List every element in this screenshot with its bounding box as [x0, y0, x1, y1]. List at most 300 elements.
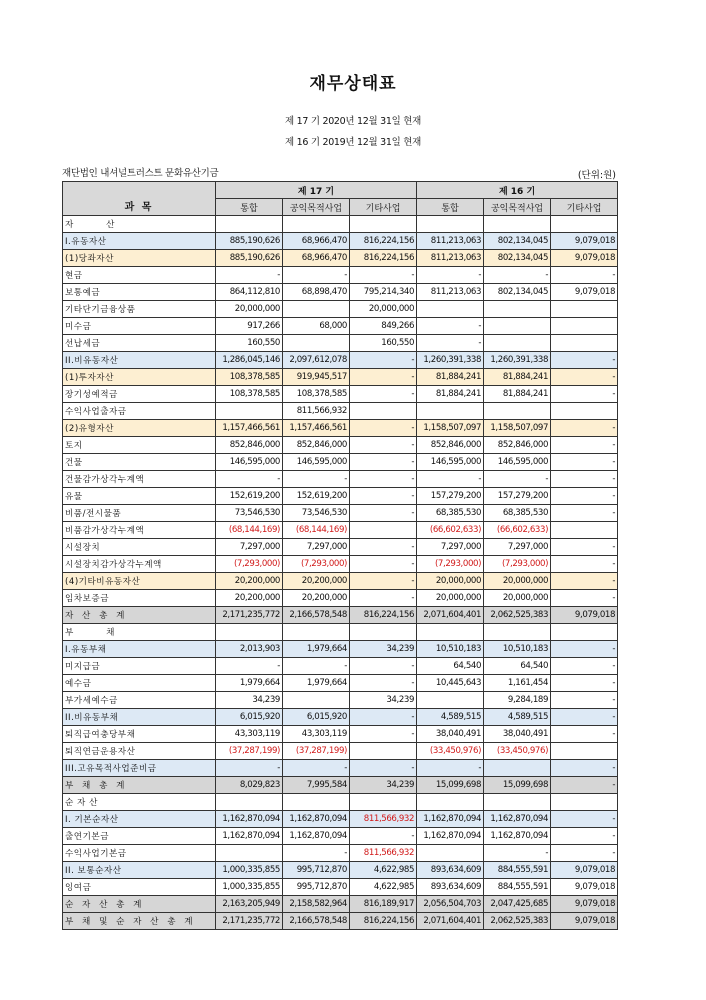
table-row: [63, 879, 618, 896]
amount-cell: 34,239: [350, 692, 417, 709]
amount-cell: 7,297,000: [283, 539, 350, 556]
amount-cell: 146,595,000: [216, 454, 283, 471]
account-label: 미지급금: [63, 658, 216, 675]
amount-cell: [484, 216, 551, 233]
amount-cell: (66,602,633): [484, 522, 551, 539]
amount-cell: 1,161,454: [484, 675, 551, 692]
account-label: 부 채: [63, 624, 216, 641]
table-row: [63, 284, 618, 301]
amount-cell: (7,293,000): [283, 556, 350, 573]
amount-cell: [484, 794, 551, 811]
amount-cell: -: [417, 335, 484, 352]
table-row: [63, 556, 618, 573]
amount-cell: -: [551, 386, 618, 403]
amount-cell: 2,062,525,383: [484, 913, 551, 930]
amount-cell: -: [551, 454, 618, 471]
amount-cell: [283, 301, 350, 318]
amount-cell: [551, 301, 618, 318]
amount-cell: -: [417, 318, 484, 335]
account-label: 토지: [63, 437, 216, 454]
period-previous: 제 16 기 2019년 12월 31일 현재: [285, 137, 421, 148]
amount-cell: -: [551, 692, 618, 709]
amount-cell: 1,157,466,561: [216, 420, 283, 437]
amount-cell: 1,162,870,094: [484, 811, 551, 828]
amount-cell: -: [350, 454, 417, 471]
table-row: [63, 505, 618, 522]
amount-cell: 81,884,241: [417, 386, 484, 403]
amount-cell: 64,540: [417, 658, 484, 675]
amount-cell: -: [350, 658, 417, 675]
account-label: I. 기본순자산: [63, 811, 216, 828]
account-label: 부 채 및 순 자 산 총 계: [63, 913, 216, 930]
amount-cell: [350, 522, 417, 539]
amount-cell: 811,213,063: [417, 233, 484, 250]
amount-cell: 9,079,018: [551, 250, 618, 267]
amount-cell: (66,602,633): [417, 522, 484, 539]
amount-cell: [551, 318, 618, 335]
amount-cell: 20,200,000: [216, 573, 283, 590]
amount-cell: -: [551, 505, 618, 522]
amount-cell: 1,000,335,855: [216, 879, 283, 896]
amount-cell: 2,047,425,685: [484, 896, 551, 913]
amount-cell: 1,979,664: [216, 675, 283, 692]
amount-cell: 9,079,018: [551, 913, 618, 930]
account-label: 수익사업출자금: [63, 403, 216, 420]
account-label: 수익사업기본금: [63, 845, 216, 862]
amount-cell: -: [350, 488, 417, 505]
amount-cell: 884,555,591: [484, 879, 551, 896]
section-row: [63, 216, 618, 233]
account-label: 부가세예수금: [63, 692, 216, 709]
amount-cell: 1,979,664: [283, 641, 350, 658]
amount-cell: -: [350, 420, 417, 437]
amount-cell: -: [350, 267, 417, 284]
amount-cell: (7,293,000): [417, 556, 484, 573]
amount-cell: 811,213,063: [417, 284, 484, 301]
amount-cell: 2,166,578,548: [283, 913, 350, 930]
amount-cell: -: [551, 726, 618, 743]
table-row: [63, 743, 618, 760]
amount-cell: 68,385,530: [417, 505, 484, 522]
header-period-16: 제 16 기: [417, 182, 618, 199]
account-label: 장기성예적금: [63, 386, 216, 403]
amount-cell: [216, 216, 283, 233]
amount-cell: 10,510,183: [417, 641, 484, 658]
account-label: 건물: [63, 454, 216, 471]
amount-cell: 68,385,530: [484, 505, 551, 522]
amount-cell: 1,162,870,094: [216, 811, 283, 828]
amount-cell: -: [350, 505, 417, 522]
amount-cell: -: [551, 811, 618, 828]
section-row: [63, 794, 618, 811]
account-label: 순 자 산 총 계: [63, 896, 216, 913]
amount-cell: 893,634,609: [417, 879, 484, 896]
amount-cell: -: [216, 267, 283, 284]
amount-cell: 816,224,156: [350, 233, 417, 250]
amount-cell: [283, 692, 350, 709]
table-row: [63, 301, 618, 318]
amount-cell: 6,015,920: [216, 709, 283, 726]
amount-cell: (7,293,000): [216, 556, 283, 573]
amount-cell: 802,134,045: [484, 233, 551, 250]
amount-cell: 811,566,932: [350, 811, 417, 828]
amount-cell: 2,062,525,383: [484, 607, 551, 624]
amount-cell: [216, 624, 283, 641]
amount-cell: -: [551, 641, 618, 658]
amount-cell: 1,979,664: [283, 675, 350, 692]
amount-cell: 81,884,241: [417, 369, 484, 386]
amount-cell: [551, 216, 618, 233]
amount-cell: 2,071,604,401: [417, 913, 484, 930]
amount-cell: -: [551, 352, 618, 369]
amount-cell: 7,297,000: [417, 539, 484, 556]
table-row: [63, 658, 618, 675]
amount-cell: 885,190,626: [216, 250, 283, 267]
amount-cell: 108,378,585: [283, 386, 350, 403]
amount-cell: 10,510,183: [484, 641, 551, 658]
amount-cell: [417, 794, 484, 811]
total-row: [63, 607, 618, 624]
amount-cell: 4,589,515: [484, 709, 551, 726]
balance-sheet-table: [62, 181, 618, 930]
amount-cell: -: [350, 437, 417, 454]
amount-cell: 4,622,985: [350, 862, 417, 879]
amount-cell: 816,224,156: [350, 250, 417, 267]
amount-cell: 995,712,870: [283, 879, 350, 896]
amount-cell: 1,162,870,094: [283, 828, 350, 845]
amount-cell: 2,171,235,772: [216, 913, 283, 930]
amount-cell: 1,157,466,561: [283, 420, 350, 437]
organization-name: 재단법인 내셔널트러스트 문화유산기금: [62, 168, 219, 179]
amount-cell: [350, 403, 417, 420]
table-row: [63, 403, 618, 420]
amount-cell: -: [551, 573, 618, 590]
amount-cell: -: [551, 420, 618, 437]
amount-cell: [283, 794, 350, 811]
amount-cell: 9,079,018: [551, 862, 618, 879]
amount-cell: 20,000,000: [417, 590, 484, 607]
amount-cell: 2,166,578,548: [283, 607, 350, 624]
amount-cell: 15,099,698: [484, 777, 551, 794]
amount-cell: 1,158,507,097: [484, 420, 551, 437]
amount-cell: 9,079,018: [551, 607, 618, 624]
amount-cell: -: [216, 760, 283, 777]
amount-cell: 9,284,189: [484, 692, 551, 709]
amount-cell: [484, 335, 551, 352]
account-label: 자 산: [63, 216, 216, 233]
amount-cell: 20,000,000: [216, 301, 283, 318]
amount-cell: [484, 301, 551, 318]
amount-cell: -: [484, 845, 551, 862]
amount-cell: 68,966,470: [283, 233, 350, 250]
amount-cell: 9,079,018: [551, 284, 618, 301]
amount-cell: 1,158,507,097: [417, 420, 484, 437]
amount-cell: -: [350, 386, 417, 403]
amount-cell: 146,595,000: [417, 454, 484, 471]
amount-cell: -: [350, 828, 417, 845]
table-row: [63, 522, 618, 539]
amount-cell: 9,079,018: [551, 233, 618, 250]
header-col-other-16: 기타사업: [551, 199, 618, 216]
amount-cell: -: [551, 369, 618, 386]
amount-cell: 885,190,626: [216, 233, 283, 250]
amount-cell: 1,260,391,338: [484, 352, 551, 369]
table-row: [63, 760, 618, 777]
amount-cell: -: [551, 709, 618, 726]
total-row: [63, 913, 618, 930]
amount-cell: 20,000,000: [484, 573, 551, 590]
amount-cell: [484, 624, 551, 641]
amount-cell: 68,966,470: [283, 250, 350, 267]
amount-cell: [216, 794, 283, 811]
amount-cell: 919,945,517: [283, 369, 350, 386]
amount-cell: 6,015,920: [283, 709, 350, 726]
header-col-public-16: 공익목적사업: [484, 199, 551, 216]
amount-cell: 852,846,000: [283, 437, 350, 454]
amount-cell: 20,000,000: [417, 573, 484, 590]
table-row: [63, 471, 618, 488]
table-row: [63, 488, 618, 505]
amount-cell: 152,619,200: [216, 488, 283, 505]
amount-cell: 73,546,530: [283, 505, 350, 522]
table-row: [63, 369, 618, 386]
header-account: 과 목: [63, 182, 216, 216]
header-col-total-17: 통합: [216, 199, 283, 216]
amount-cell: 811,566,932: [350, 845, 417, 862]
amount-cell: 15,099,698: [417, 777, 484, 794]
account-label: 퇴직급여충당부채: [63, 726, 216, 743]
table-row: [63, 386, 618, 403]
account-label: I.유동자산: [63, 233, 216, 250]
amount-cell: 68,000: [283, 318, 350, 335]
total-row: [63, 777, 618, 794]
period-current: 제 17 기 2020년 12월 31일 현재: [285, 116, 421, 127]
amount-cell: [350, 743, 417, 760]
amount-cell: 811,213,063: [417, 250, 484, 267]
header-row-periods: [63, 182, 618, 199]
header-col-total-16: 통합: [417, 199, 484, 216]
account-label: 유물: [63, 488, 216, 505]
amount-cell: -: [283, 471, 350, 488]
amount-cell: 10,445,643: [417, 675, 484, 692]
table-row: [63, 862, 618, 879]
amount-cell: 864,112,810: [216, 284, 283, 301]
table-row: [63, 692, 618, 709]
amount-cell: 1,162,870,094: [484, 828, 551, 845]
table-row: [63, 335, 618, 352]
amount-cell: [350, 624, 417, 641]
amount-cell: 146,595,000: [283, 454, 350, 471]
amount-cell: 68,898,470: [283, 284, 350, 301]
amount-cell: 64,540: [484, 658, 551, 675]
amount-cell: -: [283, 760, 350, 777]
amount-cell: 1,162,870,094: [417, 828, 484, 845]
amount-cell: -: [551, 488, 618, 505]
amount-cell: -: [283, 845, 350, 862]
amount-cell: 108,378,585: [216, 386, 283, 403]
amount-cell: 995,712,870: [283, 862, 350, 879]
account-label: II. 보통순자산: [63, 862, 216, 879]
amount-cell: 20,000,000: [484, 590, 551, 607]
table-row: [63, 590, 618, 607]
table-row: [63, 709, 618, 726]
account-label: 임차보증금: [63, 590, 216, 607]
amount-cell: 43,303,119: [216, 726, 283, 743]
amount-cell: -: [551, 590, 618, 607]
amount-cell: 2,056,504,703: [417, 896, 484, 913]
amount-cell: -: [551, 777, 618, 794]
account-label: (2)유형자산: [63, 420, 216, 437]
table-row: [63, 437, 618, 454]
table-row: [63, 539, 618, 556]
amount-cell: -: [551, 437, 618, 454]
amount-cell: 802,134,045: [484, 250, 551, 267]
amount-cell: [283, 216, 350, 233]
amount-cell: -: [551, 845, 618, 862]
amount-cell: -: [350, 352, 417, 369]
account-label: 건물감가상각누계액: [63, 471, 216, 488]
amount-cell: 816,224,156: [350, 607, 417, 624]
account-label: (1)당좌자산: [63, 250, 216, 267]
amount-cell: [216, 845, 283, 862]
unit-label: (단위:원): [577, 170, 616, 181]
amount-cell: 38,040,491: [417, 726, 484, 743]
account-label: (1)투자자산: [63, 369, 216, 386]
amount-cell: 795,214,340: [350, 284, 417, 301]
amount-cell: 2,013,903: [216, 641, 283, 658]
amount-cell: 38,040,491: [484, 726, 551, 743]
amount-cell: 852,846,000: [216, 437, 283, 454]
amount-cell: 34,239: [350, 641, 417, 658]
amount-cell: 4,622,985: [350, 879, 417, 896]
amount-cell: [216, 403, 283, 420]
account-label: 출연기본금: [63, 828, 216, 845]
amount-cell: 2,071,604,401: [417, 607, 484, 624]
amount-cell: [551, 403, 618, 420]
amount-cell: [417, 624, 484, 641]
amount-cell: (37,287,199): [283, 743, 350, 760]
amount-cell: (68,144,169): [216, 522, 283, 539]
amount-cell: -: [350, 556, 417, 573]
amount-cell: [417, 301, 484, 318]
account-label: II.비유동부채: [63, 709, 216, 726]
section-row: [63, 624, 618, 641]
amount-cell: 917,266: [216, 318, 283, 335]
amount-cell: -: [350, 573, 417, 590]
amount-cell: 7,297,000: [484, 539, 551, 556]
amount-cell: [417, 216, 484, 233]
table-row: [63, 675, 618, 692]
amount-cell: -: [350, 471, 417, 488]
account-label: I.유동부채: [63, 641, 216, 658]
amount-cell: [484, 403, 551, 420]
amount-cell: [484, 760, 551, 777]
account-label: 잉여금: [63, 879, 216, 896]
table-row: [63, 250, 618, 267]
header-period-17: 제 17 기: [216, 182, 417, 199]
table-row: [63, 420, 618, 437]
account-label: 부 채 총 계: [63, 777, 216, 794]
table-row: [63, 233, 618, 250]
amount-cell: -: [484, 471, 551, 488]
amount-cell: [417, 845, 484, 862]
account-label: 미수금: [63, 318, 216, 335]
amount-cell: 160,550: [350, 335, 417, 352]
amount-cell: -: [350, 369, 417, 386]
amount-cell: -: [283, 658, 350, 675]
table-row: [63, 828, 618, 845]
amount-cell: [417, 692, 484, 709]
amount-cell: 81,884,241: [484, 386, 551, 403]
amount-cell: [350, 216, 417, 233]
amount-cell: 20,200,000: [283, 590, 350, 607]
account-label: 퇴직연금운용자산: [63, 743, 216, 760]
amount-cell: 7,297,000: [216, 539, 283, 556]
amount-cell: [417, 403, 484, 420]
amount-cell: 816,224,156: [350, 913, 417, 930]
amount-cell: [283, 624, 350, 641]
amount-cell: -: [551, 267, 618, 284]
amount-cell: 852,846,000: [484, 437, 551, 454]
amount-cell: -: [350, 760, 417, 777]
amount-cell: 73,546,530: [216, 505, 283, 522]
amount-cell: 852,846,000: [417, 437, 484, 454]
account-label: 시설장치: [63, 539, 216, 556]
amount-cell: [283, 335, 350, 352]
amount-cell: 1,286,045,146: [216, 352, 283, 369]
amount-cell: 20,000,000: [350, 301, 417, 318]
amount-cell: 157,279,200: [484, 488, 551, 505]
amount-cell: -: [417, 760, 484, 777]
amount-cell: 157,279,200: [417, 488, 484, 505]
amount-cell: -: [551, 760, 618, 777]
amount-cell: -: [417, 267, 484, 284]
amount-cell: 34,239: [216, 692, 283, 709]
table-row: [63, 318, 618, 335]
amount-cell: 811,566,932: [283, 403, 350, 420]
amount-cell: 2,158,582,964: [283, 896, 350, 913]
table-row: [63, 454, 618, 471]
amount-cell: [484, 318, 551, 335]
amount-cell: 1,162,870,094: [417, 811, 484, 828]
amount-cell: [551, 743, 618, 760]
amount-cell: [350, 794, 417, 811]
table-row: [63, 811, 618, 828]
account-label: 자 산 총 계: [63, 607, 216, 624]
table-row: [63, 573, 618, 590]
total-row: [63, 896, 618, 913]
amount-cell: -: [551, 675, 618, 692]
amount-cell: 2,163,205,949: [216, 896, 283, 913]
amount-cell: (7,293,000): [484, 556, 551, 573]
account-label: 비품/전시물품: [63, 505, 216, 522]
table-row: [63, 845, 618, 862]
account-label: 보통예금: [63, 284, 216, 301]
table-row: [63, 641, 618, 658]
amount-cell: 81,884,241: [484, 369, 551, 386]
amount-cell: (37,287,199): [216, 743, 283, 760]
amount-cell: 816,189,917: [350, 896, 417, 913]
amount-cell: 9,079,018: [551, 879, 618, 896]
amount-cell: -: [551, 556, 618, 573]
amount-cell: -: [350, 539, 417, 556]
amount-cell: 893,634,609: [417, 862, 484, 879]
amount-cell: [551, 335, 618, 352]
amount-cell: -: [216, 471, 283, 488]
account-label: II.비유동자산: [63, 352, 216, 369]
amount-cell: -: [216, 658, 283, 675]
amount-cell: (33,450,976): [417, 743, 484, 760]
